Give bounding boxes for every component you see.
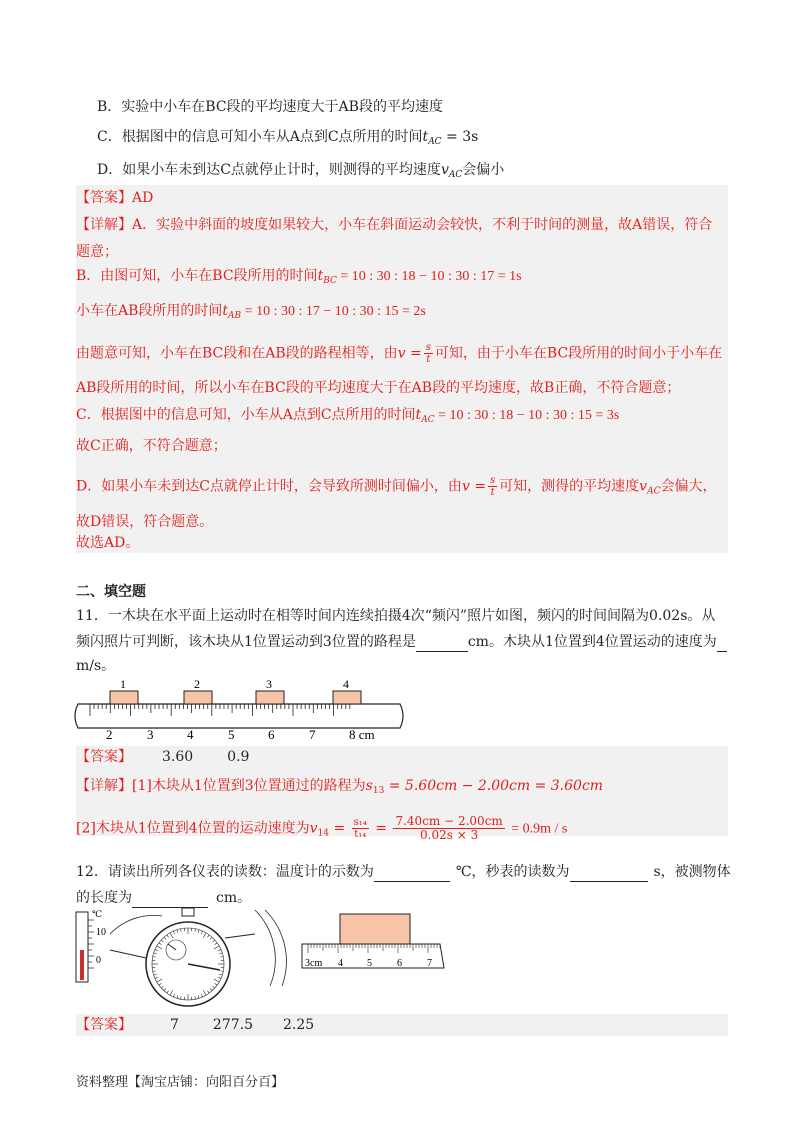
detail-d1-sub: AC xyxy=(647,486,661,497)
measured-object xyxy=(340,914,410,944)
q11-answer-2: 0.9 xyxy=(227,749,250,765)
option-c-eq: = 3s xyxy=(441,129,479,145)
q11-detail-2-v: v xyxy=(309,820,318,837)
option-d-suffix: 会偏小 xyxy=(462,162,505,178)
block-1 xyxy=(110,691,138,704)
stopwatch-icon xyxy=(110,908,286,1006)
ruler-label-7: 7 xyxy=(427,958,432,969)
detail-b1-math: t xyxy=(317,268,324,284)
q11-detail-1-text: [1]木块从1位置到3位置通过的路程为 xyxy=(132,778,366,794)
q11-detail-1-eq: = 5.60cm − 2.00cm = 3.60cm xyxy=(384,778,604,794)
q12-blank-1[interactable] xyxy=(374,867,450,882)
q12-answer-1: 7 xyxy=(170,1017,179,1033)
ruler-label-6: 6 xyxy=(397,958,402,969)
block-3 xyxy=(256,691,284,704)
q10-detail-d2 xyxy=(76,512,800,532)
answer-tag: 【答案】 xyxy=(76,1017,132,1033)
detail-b2-eq: = 10 : 30 : 17 − 10 : 30 : 15 = 2s xyxy=(241,304,426,319)
q11-detail-1-sub: 13 xyxy=(372,786,385,796)
footer-text: 资料整理【淘宝店铺：向阳百分百】 xyxy=(76,1075,285,1090)
q12-instruments-figure xyxy=(70,906,450,1010)
section-title-text: 二、填空题 xyxy=(76,584,146,600)
q10-detail-d1 xyxy=(76,475,800,502)
q10-detail-b1 xyxy=(76,266,800,291)
fraction-denominator: 0.02s × 3 xyxy=(420,828,479,842)
thermo-label-10: 10 xyxy=(96,927,106,938)
q11-text-2a: 频闪照片可判断，该木块从1位置运动到3位置的路程是 xyxy=(76,634,416,650)
detail-d1-mid: 可知，测得的平均速度 xyxy=(499,478,640,495)
q11-line1 xyxy=(76,606,800,626)
detail-b4: AB段所用的时间，所以小车在BC段的平均速度大于在AB段的平均速度，故B正确，不符合题意； xyxy=(76,380,681,396)
q12-answer-3: 2.25 xyxy=(283,1017,315,1033)
detail-b1-eq: = 10 : 30 : 18 − 10 : 30 : 17 = 1s xyxy=(336,269,522,284)
q11-fraction-2 xyxy=(393,815,504,842)
ruler-label-5: 5 xyxy=(367,958,372,969)
q12-line2 xyxy=(76,888,800,908)
ruler-number-6: 6 xyxy=(268,727,275,742)
q11-detail-1-math: s xyxy=(365,778,373,794)
option-c-math: t xyxy=(422,129,429,145)
q10-detail-c2 xyxy=(76,436,800,456)
ruler-number-3: 3 xyxy=(147,727,154,742)
section-title xyxy=(76,582,800,602)
detail-a2: 题意； xyxy=(76,244,118,260)
q11-text-2b: cm。木块从1位置到4位置运动的速度为 xyxy=(467,634,717,650)
q12-answer-line xyxy=(76,1015,800,1035)
q10-detail-a2 xyxy=(76,242,800,262)
detail-b1-text: B．由图可知，小车在BC段所用的时间 xyxy=(76,268,318,284)
option-d-math: v xyxy=(440,162,449,178)
fraction-denominator: t xyxy=(426,354,431,365)
detail-d1-v: v = xyxy=(461,478,487,495)
detail-d1-math: v xyxy=(639,478,648,495)
block-label-2: 2 xyxy=(194,677,200,691)
q11-detail-1 xyxy=(76,776,800,801)
detail-d3: 故选AD。 xyxy=(76,535,140,551)
detail-b1-sub: BC xyxy=(323,276,337,286)
answer-tag: 【答案】 xyxy=(76,190,132,206)
q10-answer-line xyxy=(76,188,800,208)
option-d xyxy=(97,160,800,185)
option-b xyxy=(97,97,800,117)
detail-b3-fraction xyxy=(424,342,433,365)
q10-detail-b4 xyxy=(76,378,800,398)
q10-detail-a1 xyxy=(76,215,800,235)
detail-a1: A．实验中斜面的坡度如果较大，小车在斜面运动会较快，不利于时间的测量，故A错误，符合 xyxy=(132,217,713,233)
q12-answer-2: 277.5 xyxy=(212,1017,254,1033)
q11-detail-2-result: = 0.9m / s xyxy=(511,821,568,837)
detail-c2: 故C正确，不符合题意； xyxy=(76,438,227,454)
ruler-number-8cm: 8 cm xyxy=(349,727,375,742)
fraction-denominator: t xyxy=(490,487,495,498)
q11-line2 xyxy=(76,632,800,652)
q10-detail-b3 xyxy=(76,342,800,365)
ruler-number-2: 2 xyxy=(106,727,113,742)
q11-blank-1[interactable] xyxy=(416,637,468,652)
detail-d1-fraction xyxy=(488,475,497,498)
q11-answer-line xyxy=(76,747,800,767)
fraction-numerator: 7.40cm − 2.00cm xyxy=(395,814,503,828)
q12-text-1a: 12．请读出所列各仪表的读数：温度计的示数为 xyxy=(76,864,374,880)
q11-line3 xyxy=(76,656,800,676)
fraction-denominator: t₁₄ xyxy=(354,829,367,840)
detail-tag: 【详解】 xyxy=(76,217,132,233)
q11-detail-2-sub: 14 xyxy=(317,828,330,839)
detail-c1-eq: = 10 : 30 : 18 − 10 : 30 : 15 = 3s xyxy=(434,408,620,423)
q11-detail-2-text: [2]木块从1位置到4位置的运动速度为 xyxy=(76,820,310,837)
thermo-unit: ℃ xyxy=(92,909,103,919)
q11-detail-2: [2]木块从1位置到4位置的运动速度为$v_{14}$ = $\frac{\text{s₁₄}}{\text{t₁₄}}$ = $\frac{7.40cm - 2.00cm}{0.02s \times 3}$ = 0.9m / s xyxy=(76,814,568,842)
q12-text-2a: 的长度为 xyxy=(76,890,132,906)
detail-c1-text: C．根据图中的信息可知，小车从A点到C点所用的时间 xyxy=(76,407,416,423)
fraction-numerator: s xyxy=(425,342,431,353)
block-label-4: 4 xyxy=(343,677,349,691)
detail-tag: 【详解】 xyxy=(76,778,132,794)
fraction-numerator: s xyxy=(490,475,496,486)
detail-b2-text: 小车在AB段所用的时间 xyxy=(76,303,223,319)
option-d-text: D．如果小车未到达C点就停止计时，则测得的平均速度 xyxy=(97,162,441,178)
detail-c1-math: t xyxy=(415,407,422,423)
q12-ruler xyxy=(302,914,444,969)
ruler-number-4: 4 xyxy=(187,727,194,742)
answer-tag: 【答案】 xyxy=(76,749,132,765)
q12-text-1b: ℃，秒表的读数为 xyxy=(455,864,570,880)
block-label-1: 1 xyxy=(120,677,126,691)
detail-d1-suffix: 会偏大， xyxy=(660,478,717,495)
q12-blank-2[interactable] xyxy=(570,867,648,882)
q12-text-2b: cm。 xyxy=(216,890,252,906)
q11-answer-1: 3.60 xyxy=(162,749,194,765)
thermometer-icon xyxy=(76,909,106,982)
q12-text-1c: s，被测物体 xyxy=(653,864,731,880)
option-c xyxy=(97,127,800,152)
ruler-label-4: 4 xyxy=(338,958,343,969)
q10-detail-d3 xyxy=(76,533,800,553)
q11-text-3: m/s。 xyxy=(76,658,116,674)
option-d-sub: AC xyxy=(448,170,463,180)
option-b-text: B．实验中小车在BC段的平均速度大于AB段的平均速度 xyxy=(97,99,443,115)
detail-d2: 故D错误，符合题意。 xyxy=(76,514,214,530)
ruler-number-5: 5 xyxy=(228,727,235,742)
detail-d1-text: D．如果小车未到达C点就停止计时，会导致所测时间偏小，由 xyxy=(76,478,462,495)
ruler-label-3cm: 3cm xyxy=(305,958,323,969)
detail-b3-text: 由题意可知，小车在BC段和在AB段的路程相等，由 xyxy=(76,345,398,362)
detail-b2-math: t xyxy=(222,303,229,319)
detail-c1-sub: AC xyxy=(421,415,435,425)
ruler-body xyxy=(75,704,403,728)
q12-line1 xyxy=(76,862,800,882)
fraction-numerator: s₁₄ xyxy=(353,817,367,828)
option-c-text: C．根据图中的信息可知小车从A点到C点所用的时间 xyxy=(97,129,423,145)
q11-fraction-1 xyxy=(352,817,369,840)
option-c-sub: AC xyxy=(428,137,442,147)
q10-detail-c1 xyxy=(76,405,800,430)
footer xyxy=(76,1073,800,1093)
detail-b3-suffix: 可知，由于小车在BC段所用的时间小于小车在 xyxy=(434,345,723,362)
answer-value: AD xyxy=(132,190,154,206)
detail-b2-sub: AB xyxy=(228,311,242,321)
q11-blank-2[interactable] xyxy=(717,637,727,652)
thermo-label-0: 0 xyxy=(96,955,101,966)
q11-text-1: 11．一木块在水平面上运动时在相等时间内连续拍摄4次“频闪”照片如图，频闪的时间间隔为0.02s。从 xyxy=(76,608,716,624)
block-label-3: 3 xyxy=(266,677,272,691)
ruler-number-7: 7 xyxy=(309,727,316,742)
block-2 xyxy=(184,691,212,704)
detail-b3-v: v = xyxy=(397,345,422,362)
block-4 xyxy=(333,691,361,704)
q11-ruler-figure xyxy=(70,676,410,744)
q10-detail-b2 xyxy=(76,301,800,326)
